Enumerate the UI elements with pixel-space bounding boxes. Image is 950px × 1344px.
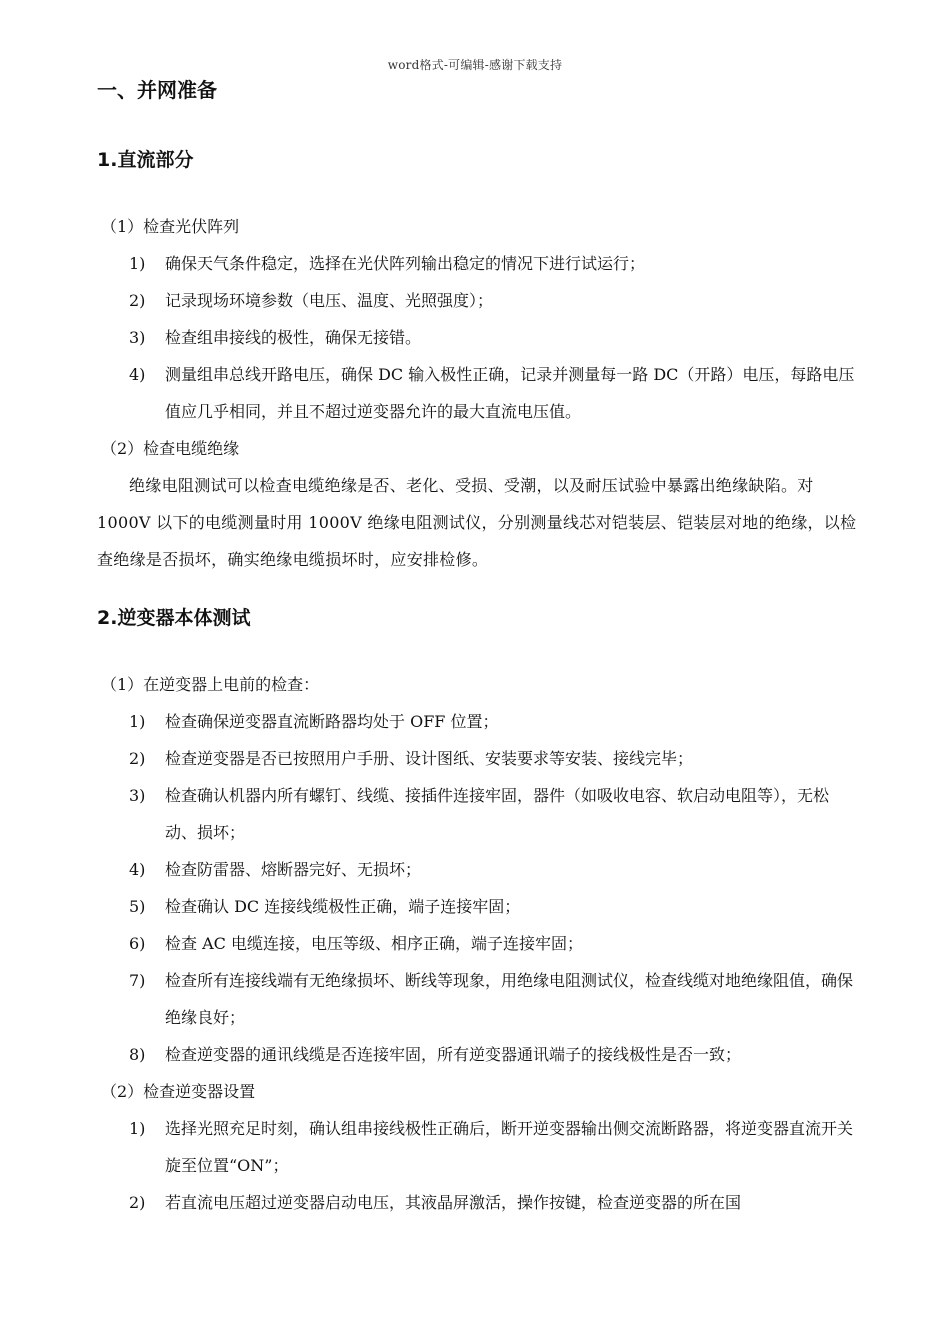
list-item — [97, 282, 857, 319]
list-item-text: 检查防雷器、熔断器完好、无损坏； — [165, 860, 422, 879]
list-item — [97, 1110, 857, 1184]
list-item — [97, 777, 857, 851]
list-item — [97, 925, 857, 962]
list-item-number: 2) — [129, 749, 146, 768]
list-item — [97, 851, 857, 888]
list-item-text: 检查逆变器的通讯线缆是否连接牢固，所有逆变器通讯端子的接线极性是否一致； — [165, 1045, 742, 1064]
list-item-text: 检查确认机器内所有螺钉、线缆、接插件连接牢固，器件（如吸收电容、软启动电阻等），无松动、损坏； — [165, 786, 830, 842]
list-item-number: 1) — [129, 1119, 146, 1138]
section-heading-dc: 1.直流部分 — [97, 149, 194, 171]
list-item — [97, 1036, 857, 1073]
list-item-number: 6) — [129, 934, 146, 953]
list-item — [97, 356, 857, 430]
list-item-number: 4) — [129, 860, 146, 879]
list-item — [97, 888, 857, 925]
list-item — [97, 319, 857, 356]
list-item-text: 检查组串接线的极性，确保无接错。 — [165, 328, 422, 347]
list-item-number: 2) — [129, 291, 146, 310]
list-item-text: 确保天气条件稳定，选择在光伏阵列输出稳定的情况下进行试运行； — [165, 254, 646, 273]
list-item-text: 检查 AC 电缆连接，电压等级、相序正确，端子连接牢固； — [165, 934, 583, 953]
list-item-number: 7) — [129, 971, 146, 990]
list-item-text: 检查所有连接线端有无绝缘损坏、断线等现象，用绝缘电阻测试仪，检查线缆对地绝缘阻值，确保绝缘良好； — [165, 971, 854, 1027]
list-item-text: 记录现场环境参数（电压、温度、光照强度）； — [165, 291, 494, 310]
subsection-label-pv-array: （1）检查光伏阵列 — [101, 217, 240, 236]
list-item-text: 若直流电压超过逆变器启动电压，其液晶屏激活，操作按键，检查逆变器的所在国 — [165, 1193, 742, 1212]
list-item-number: 5) — [129, 897, 146, 916]
list-item-number: 3) — [129, 328, 146, 347]
list-item-number: 2) — [129, 1193, 146, 1212]
list-item — [97, 703, 857, 740]
section-heading-inverter: 2.逆变器本体测试 — [97, 607, 251, 629]
list-item-text: 检查确认 DC 连接线缆极性正确，端子连接牢固； — [165, 897, 521, 916]
list-item-number: 1) — [129, 712, 146, 731]
list-item — [97, 962, 857, 1036]
list-item-text: 测量组串总线开路电压，确保 DC 输入极性正确，记录并测量每一路 DC（开路）电压，每路电压值应几乎相同，并且不超过逆变器允许的最大直流电压值。 — [165, 365, 855, 421]
list-item-text: 检查逆变器是否已按照用户手册、设计图纸、安装要求等安装、接线完毕； — [165, 749, 694, 768]
list-item — [97, 740, 857, 777]
list-item — [97, 1184, 857, 1221]
list-item-text: 选择光照充足时刻，确认组串接线极性正确后，断开逆变器输出侧交流断路器，将逆变器直流开关旋至位置“ON”； — [165, 1119, 854, 1175]
paragraph-insulation-test: 绝缘电阻测试可以检查电缆绝缘是否、老化、受损、受潮，以及耐压试验中暴露出绝缘缺陷。对 1000V 以下的电缆测量时用 1000V 绝缘电阻测试仪，分别测量线芯对铠装层、铠装层对地的绝缘，以检查绝缘是否损坏，确实绝缘电缆损坏时，应安排检修。 — [97, 476, 857, 569]
list-item-number: 3) — [129, 786, 146, 805]
subsection-label-pre-power-check: （1）在逆变器上电前的检查： — [101, 675, 320, 694]
list-item-number: 1) — [129, 254, 146, 273]
document-body — [97, 72, 857, 1221]
list-item-number: 4) — [129, 365, 146, 384]
list-item-number: 8) — [129, 1045, 146, 1064]
header-note: word格式-可编辑-感谢下载支持 — [387, 58, 563, 72]
subsection-label-cable-insulation: （2）检查电缆绝缘 — [101, 439, 240, 458]
subsection-label-inverter-settings: （2）检查逆变器设置 — [101, 1082, 256, 1101]
document-title: 一、并网准备 — [97, 78, 217, 102]
list-item-text: 检查确保逆变器直流断路器均处于 OFF 位置； — [165, 712, 499, 731]
list-item — [97, 245, 857, 282]
